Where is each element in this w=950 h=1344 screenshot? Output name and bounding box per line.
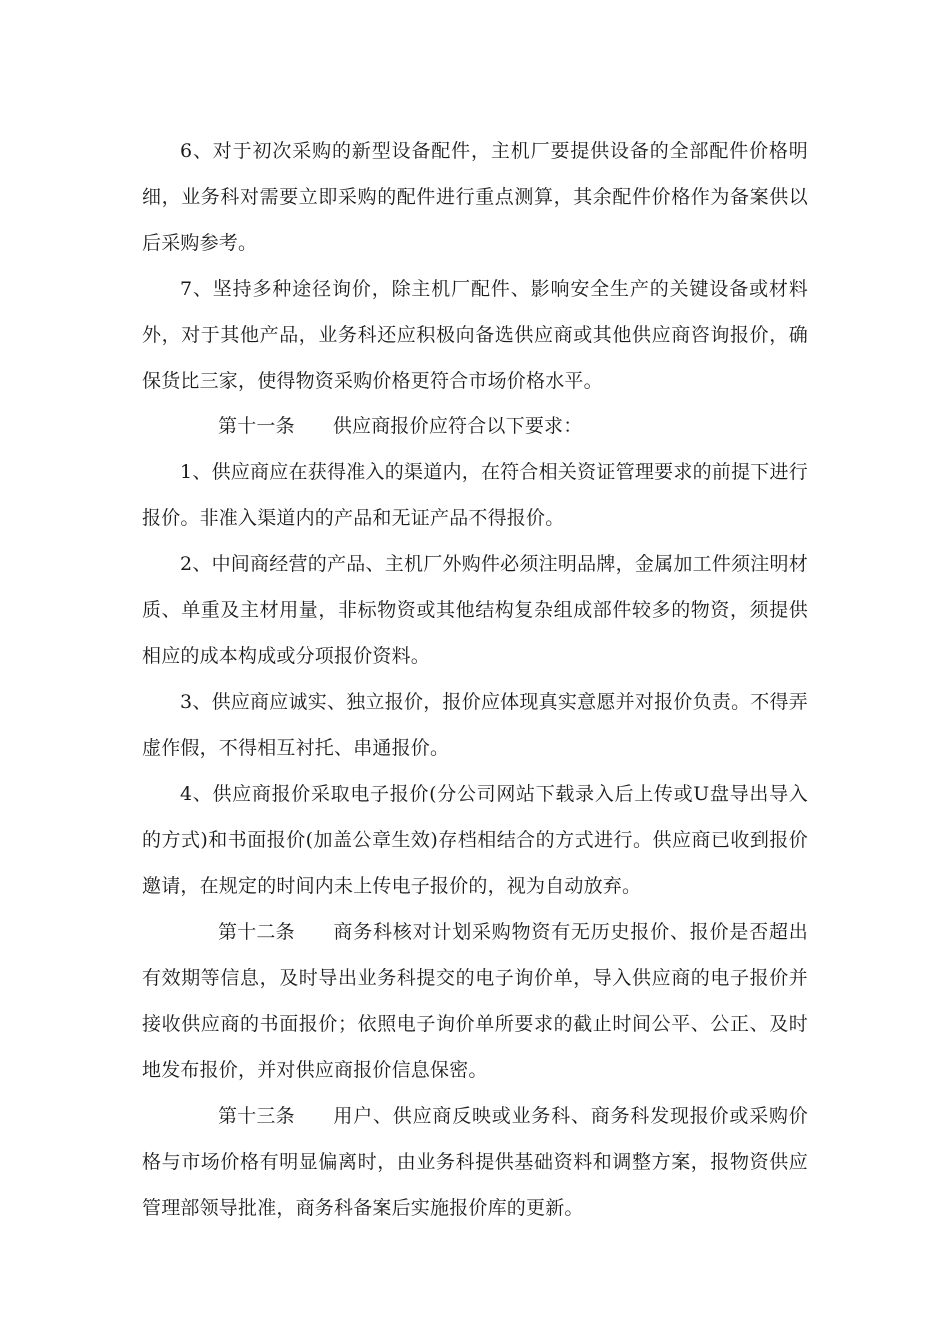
paragraph-item-2	[142, 541, 808, 679]
paragraph-text: 7、坚持多种途径询价，除主机厂配件、影响安全生产的关键设备或材料外，对于其他产品，业务科还应积极向备选供应商或其他供应商咨询报价，确保货比三家，使得物资采购价格更符合市场价格水平。	[142, 278, 808, 392]
paragraph-text: 4、供应商报价采取电子报价(分公司网站下载录入后上传或U盘导出导入的方式)和书面报价(加盖公章生效)存档相结合的方式进行。供应商已收到报价邀请，在规定的时间内未上传电子报价的，视为自动放弃。	[142, 783, 808, 897]
paragraph-item-1	[142, 449, 808, 541]
paragraph-text: 2、中间商经营的产品、主机厂外购件必须注明品牌，金属加工件须注明材质、单重及主材用量，非标物资或其他结构复杂组成部件较多的物资，须提供相应的成本构成或分项报价资料。	[142, 553, 808, 667]
paragraph-item-7	[142, 266, 808, 404]
paragraph-item-4	[142, 771, 808, 909]
article-number: 第十二条	[218, 921, 295, 943]
article-11	[142, 403, 808, 449]
article-text: 商务科核对计划采购物资有无历史报价、报价是否超出有效期等信息，及时导出业务科提交的电子询价单，导入供应商的电子报价并接收供应商的书面报价；依照电子询价单所要求的截止时间公平、公正、及时地发布报价，并对供应商报价信息保密。	[142, 921, 808, 1081]
paragraph-item-6	[142, 128, 808, 266]
article-text: 供应商报价应符合以下要求：	[332, 415, 583, 437]
article-text: 用户、供应商反映或业务科、商务科发现报价或采购价格与市场价格有明显偏离时，由业务科提供基础资料和调整方案，报物资供应管理部领导批准，商务科备案后实施报价库的更新。	[142, 1105, 808, 1219]
paragraph-item-3	[142, 679, 808, 771]
paragraph-text: 6、对于初次采购的新型设备配件，主机厂要提供设备的全部配件价格明细，业务科对需要立即采购的配件进行重点测算，其余配件价格作为备案供以后采购参考。	[142, 140, 808, 254]
paragraph-text: 3、供应商应诚实、独立报价，报价应体现真实意愿并对报价负责。不得弄虚作假，不得相互衬托、串通报价。	[142, 691, 808, 759]
paragraph-text: 1、供应商应在获得准入的渠道内，在符合相关资证管理要求的前提下进行报价。非准入渠道内的产品和无证产品不得报价。	[142, 461, 808, 529]
article-number: 第十三条	[218, 1105, 295, 1127]
article-13	[142, 1093, 808, 1231]
article-12	[142, 909, 808, 1093]
article-number: 第十一条	[218, 415, 295, 437]
